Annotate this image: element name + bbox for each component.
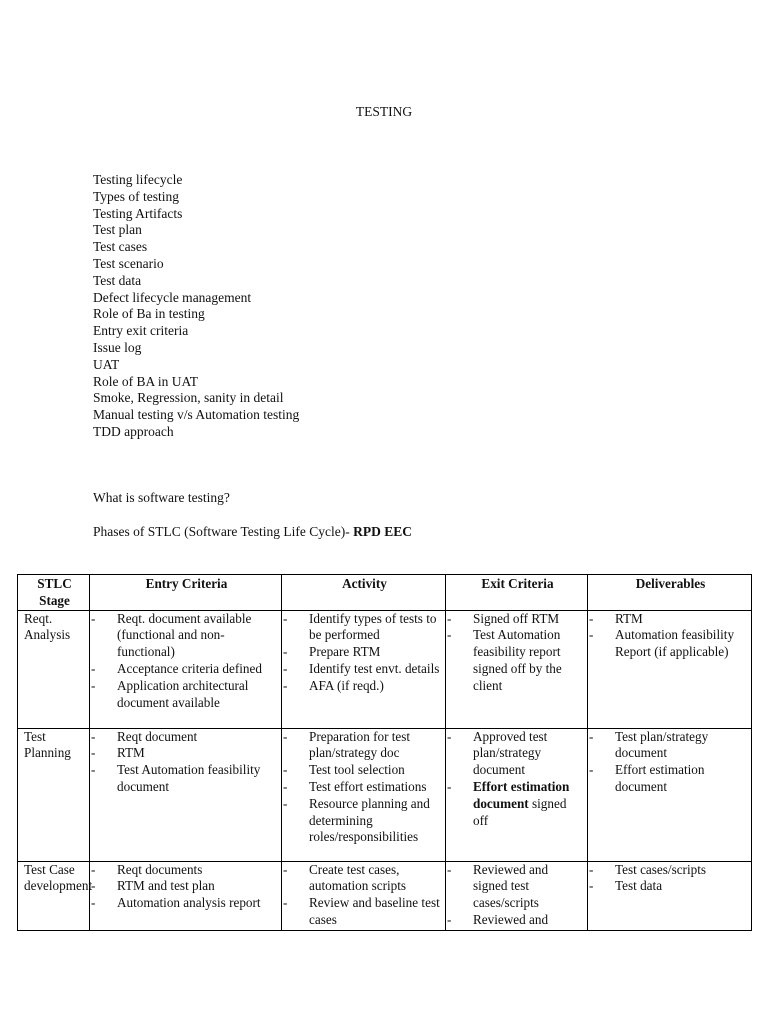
bold-text: Effort estimation document — [473, 778, 570, 811]
list-item: - Test cases/scripts — [594, 862, 747, 879]
table-header-row — [18, 575, 752, 611]
phases-heading — [93, 524, 412, 540]
list-item: - Reqt documents — [96, 862, 277, 879]
activity-cell — [282, 861, 446, 930]
list-item: - Approved test plan/strategy document — [452, 729, 583, 779]
topic-item: Test plan — [93, 222, 142, 238]
topic-item: Manual testing v/s Automation testing — [93, 407, 300, 423]
column-header-entry: Entry Criteria — [90, 575, 282, 611]
list-item: - Preparation for test plan/strategy doc — [288, 729, 441, 763]
list-item: - Reqt document — [96, 729, 277, 746]
activity-cell — [282, 610, 446, 728]
entry-cell — [90, 610, 282, 728]
topic-item: Test data — [93, 272, 142, 288]
list-item: - Test effort estimations — [288, 779, 441, 796]
list-item: - Automation analysis report — [96, 895, 277, 912]
list-item: - Prepare RTM — [288, 644, 441, 661]
cell-clip — [594, 862, 747, 930]
column-header-deliverables: Deliverables — [588, 575, 752, 611]
topic-item: Types of testing — [93, 188, 180, 204]
topic-item: Defect lifecycle management — [93, 289, 252, 305]
deliverables-cell — [588, 861, 752, 930]
cell-clip — [288, 862, 441, 930]
topic-list — [93, 172, 299, 441]
topic-item: Role of BA in UAT — [93, 373, 199, 389]
list-item: - Create test cases, automation scripts — [288, 862, 441, 896]
topic-item: Issue log — [93, 339, 142, 355]
list-item: - Identify test envt. details — [288, 661, 441, 678]
list-item: - Reqt. document available (functional and non-functional) — [96, 611, 277, 661]
list-item: - AFA (if reqd.) — [288, 678, 441, 695]
list-item: - Test plan/strategy document — [594, 729, 747, 763]
list-item: - Test Automation feasibility document — [96, 762, 277, 796]
topic-item: TDD approach — [93, 423, 174, 439]
list-item: - Effort estimation document — [594, 762, 747, 796]
activity-cell — [282, 728, 446, 861]
list-item — [452, 779, 583, 829]
document-title: TESTING — [355, 104, 413, 119]
item-tail: signed off — [473, 795, 567, 828]
table-row — [18, 728, 752, 861]
list-item: - Test Automation feasibility report signed off by the client — [452, 627, 583, 694]
list-item: - Signed off RTM — [452, 611, 583, 628]
list-item: - Reviewed and — [452, 912, 583, 929]
deliverables-cell — [588, 610, 752, 728]
phases-acronym: RPD EEC — [353, 524, 413, 539]
deliverables-cell — [588, 728, 752, 861]
exit-cell — [446, 861, 588, 930]
table-row — [18, 610, 752, 728]
exit-cell — [446, 728, 588, 861]
stlc-table — [17, 574, 752, 931]
stage-cell — [18, 861, 93, 930]
topic-item: UAT — [93, 356, 120, 372]
list-item: - Review and baseline test cases — [288, 895, 441, 929]
entry-cell — [90, 728, 282, 861]
column-header-activity: Activity — [282, 575, 446, 611]
entry-cell — [90, 861, 282, 930]
list-item: - Test tool selection — [288, 762, 441, 779]
topic-item: Test cases — [93, 239, 148, 255]
list-item: - RTM — [594, 611, 747, 628]
list-item: - Automation feasibility Report (if applicable) — [594, 627, 747, 661]
list-item: - RTM and test plan — [96, 878, 277, 895]
list-item: - Application architectural document available — [96, 678, 277, 712]
topic-item: Testing lifecycle — [93, 172, 183, 187]
stage-text: Test Case development — [24, 861, 93, 894]
topic-item: Test scenario — [93, 255, 164, 271]
table-row — [18, 861, 752, 930]
list-item: - RTM — [96, 745, 277, 762]
question-heading: What is software testing? — [93, 490, 230, 505]
column-header-stage: STLC Stage — [18, 575, 90, 611]
cell-clip — [452, 862, 583, 930]
phases-text: Phases of STLC (Software Testing Life Cycle)- — [93, 524, 354, 539]
topic-item: Smoke, Regression, sanity in detail — [93, 390, 284, 406]
topic-item: Entry exit criteria — [93, 323, 189, 339]
list-item: - Identify types of tests to be performed — [288, 611, 441, 645]
list-item: - Test data — [594, 878, 747, 895]
list-item: - Acceptance criteria defined — [96, 661, 277, 678]
topic-item: Testing Artifacts — [93, 205, 183, 221]
list-item: - Reviewed and signed test cases/scripts — [452, 862, 583, 912]
exit-cell — [446, 610, 588, 728]
column-header-exit: Exit Criteria — [446, 575, 588, 611]
stage-cell: Test Planning — [18, 728, 90, 861]
stage-cell: Reqt. Analysis — [18, 610, 90, 728]
list-item: - Resource planning and determining roles/responsibilities — [288, 796, 441, 846]
cell-clip — [96, 862, 277, 930]
topic-item: Role of Ba in testing — [93, 306, 205, 322]
